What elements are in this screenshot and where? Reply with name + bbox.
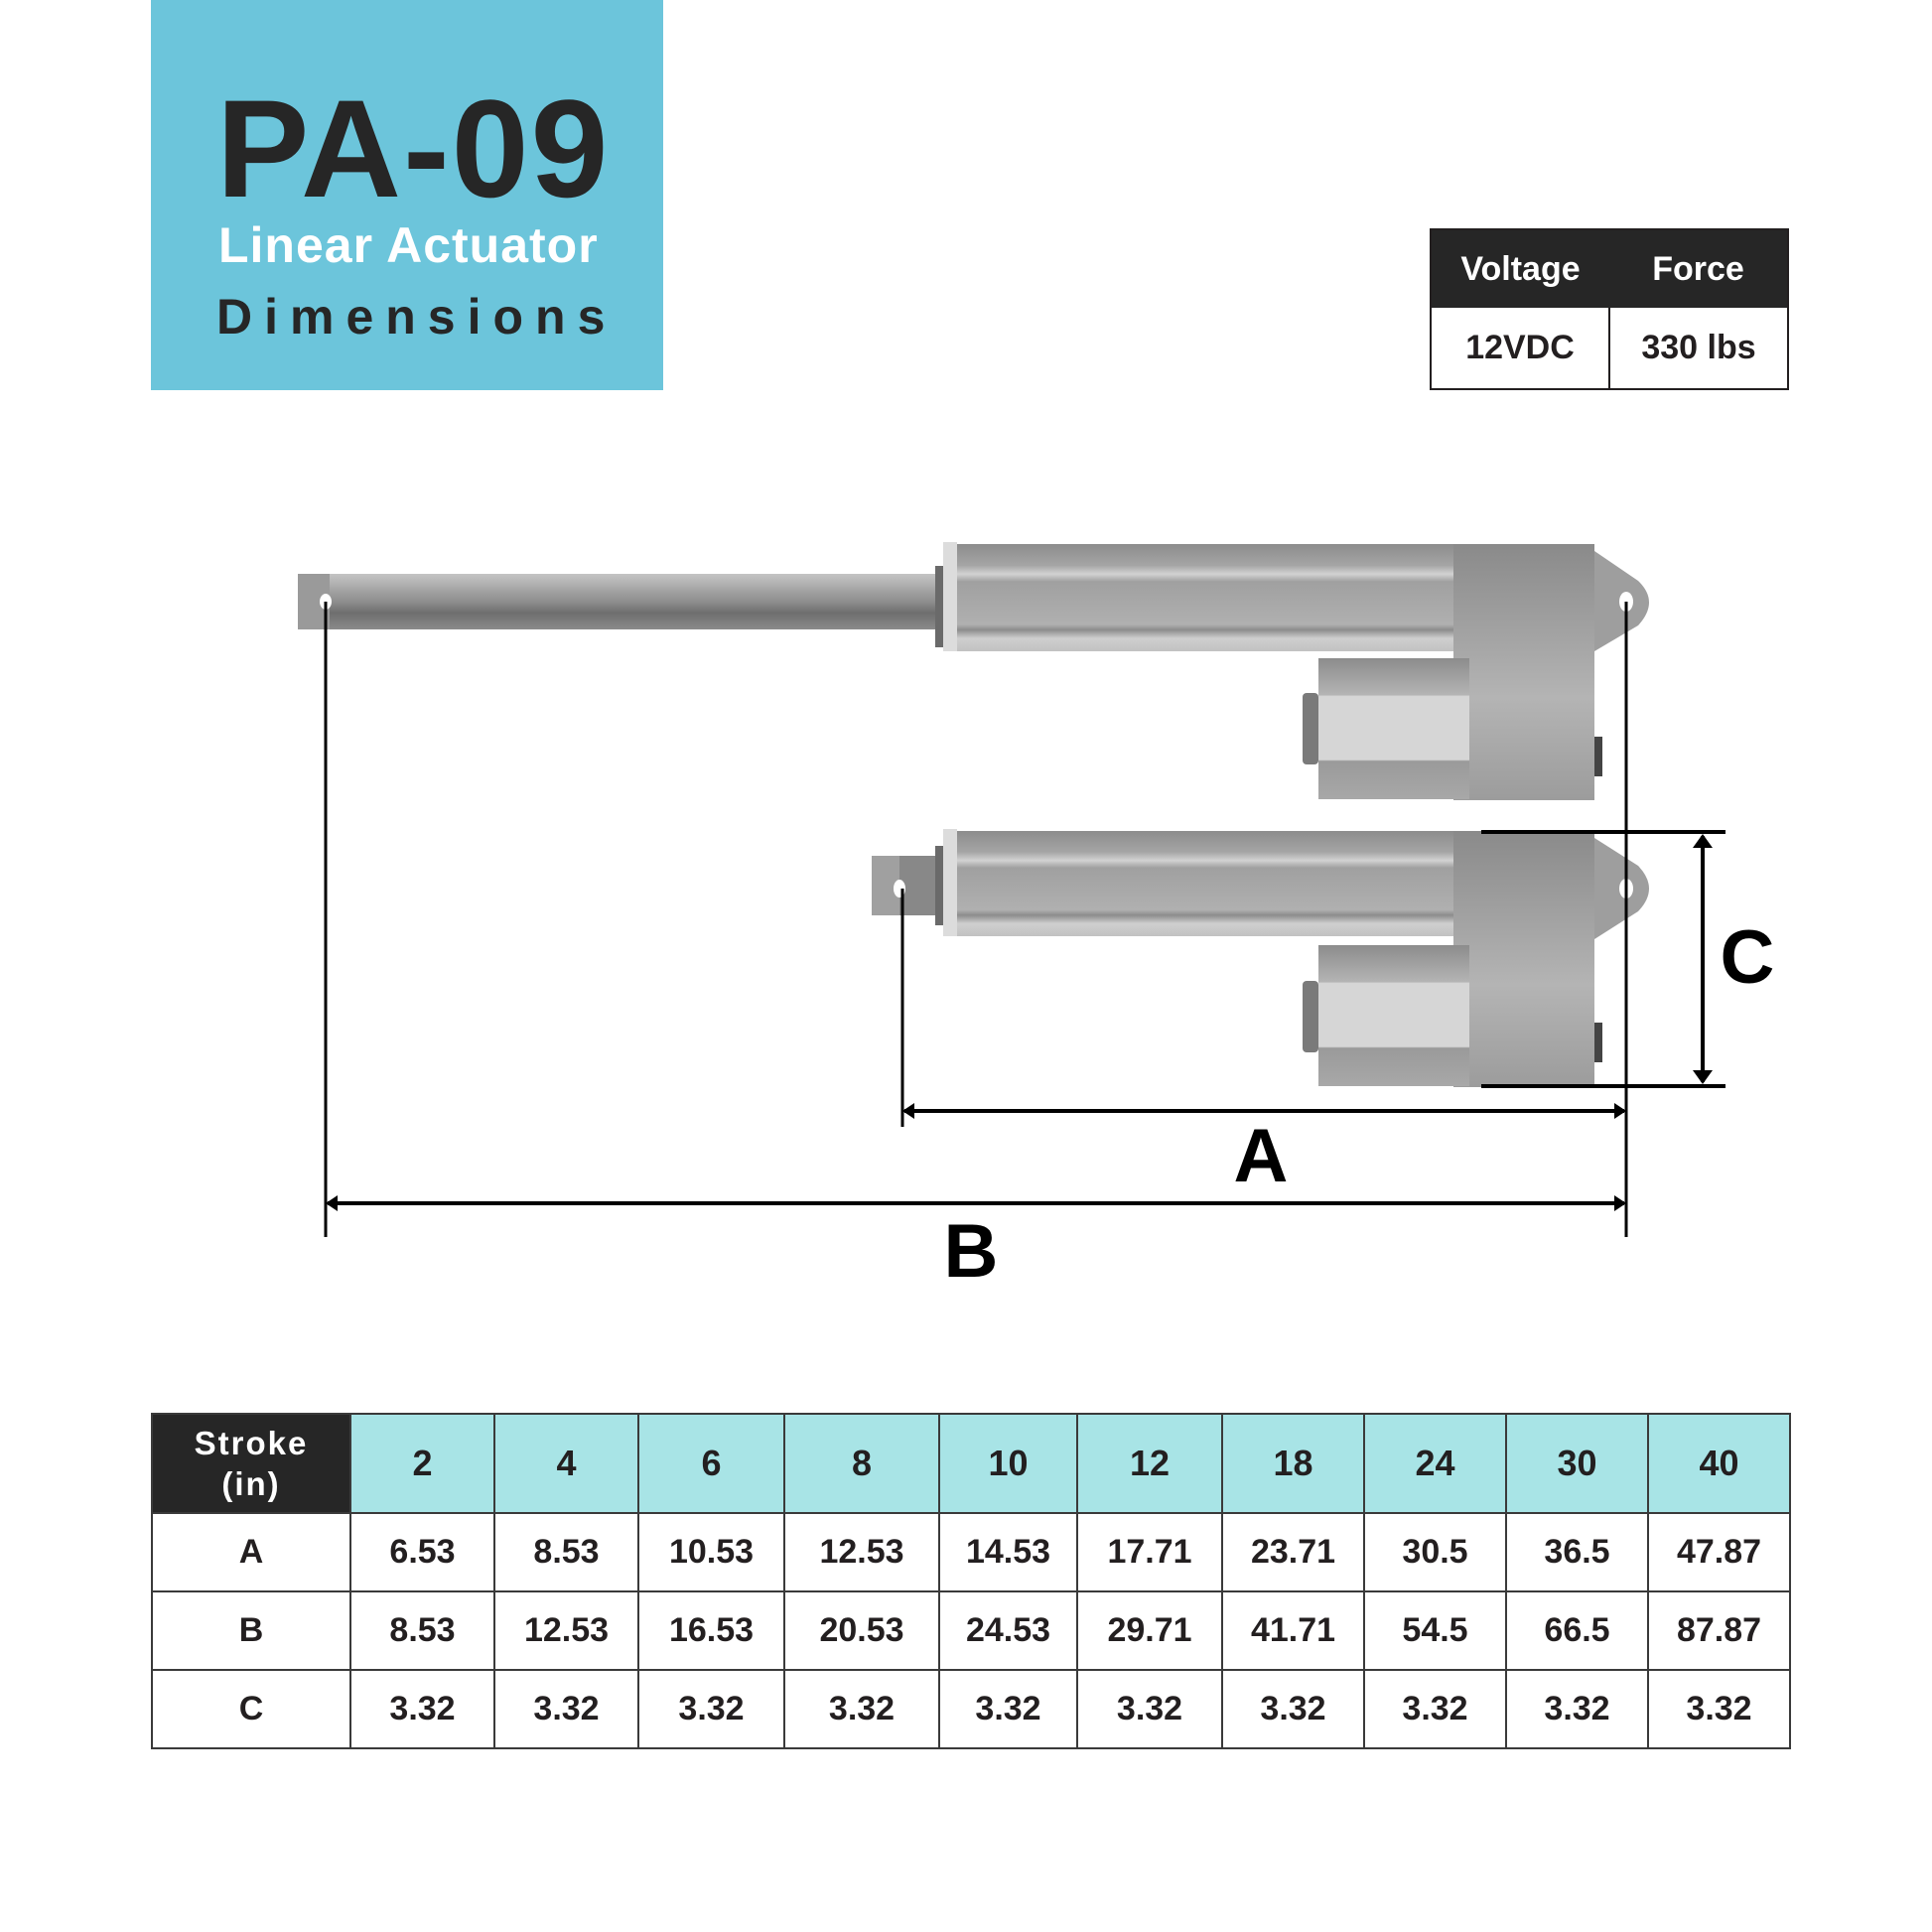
table-cell: 3.32: [350, 1670, 494, 1748]
table-row-b: [152, 1591, 1790, 1670]
stroke-value: 18: [1222, 1414, 1364, 1513]
spec-header-force: Force: [1652, 249, 1744, 288]
dimension-label-b: B: [943, 1209, 999, 1294]
table-cell: 8.53: [350, 1591, 494, 1670]
row-label: B: [152, 1591, 350, 1670]
table-cell: 3.32: [1222, 1670, 1364, 1748]
dimension-label-a: A: [1233, 1114, 1289, 1198]
table-cell: 3.32: [939, 1670, 1077, 1748]
table-cell: 54.5: [1364, 1591, 1506, 1670]
table-cell: 24.53: [939, 1591, 1077, 1670]
table-cell: 12.53: [494, 1591, 638, 1670]
spec-header-voltage: Voltage: [1460, 249, 1581, 288]
stroke-unit: (in): [221, 1465, 281, 1502]
table-cell: 12.53: [784, 1513, 939, 1591]
table-cell: 29.71: [1077, 1591, 1222, 1670]
table-cell: 3.32: [1506, 1670, 1648, 1748]
dimension-table: [151, 1413, 1791, 1749]
table-cell: 66.5: [1506, 1591, 1648, 1670]
table-cell: 20.53: [784, 1591, 939, 1670]
subtitle-linear-actuator: Linear Actuator: [218, 217, 599, 273]
row-label: A: [152, 1513, 350, 1591]
table-cell: 10.53: [638, 1513, 784, 1591]
stroke-value: 6: [638, 1414, 784, 1513]
stroke-value: 2: [350, 1414, 494, 1513]
row-label: C: [152, 1670, 350, 1748]
stroke-label: Stroke: [194, 1424, 309, 1461]
stroke-value: 12: [1077, 1414, 1222, 1513]
stroke-value: 30: [1506, 1414, 1648, 1513]
table-cell: 6.53: [350, 1513, 494, 1591]
table-cell: 47.87: [1648, 1513, 1790, 1591]
table-cell: 3.32: [784, 1670, 939, 1748]
table-cell: 3.32: [638, 1670, 784, 1748]
table-cell: 8.53: [494, 1513, 638, 1591]
stroke-value: 40: [1648, 1414, 1790, 1513]
stroke-value: 10: [939, 1414, 1077, 1513]
dimension-label-c: C: [1720, 915, 1775, 1000]
table-cell: 14.53: [939, 1513, 1077, 1591]
table-cell: 30.5: [1364, 1513, 1506, 1591]
spec-value-force: 330 lbs: [1608, 308, 1787, 388]
spec-value-voltage: 12VDC: [1465, 329, 1575, 366]
table-cell: 3.32: [1648, 1670, 1790, 1748]
table-cell: 41.71: [1222, 1591, 1364, 1670]
stroke-header-row: [152, 1414, 1790, 1513]
stroke-value: 8: [784, 1414, 939, 1513]
table-cell: 17.71: [1077, 1513, 1222, 1591]
table-cell: 87.87: [1648, 1591, 1790, 1670]
table-cell: 3.32: [494, 1670, 638, 1748]
table-cell: 3.32: [1077, 1670, 1222, 1748]
stroke-label-cell: [152, 1414, 350, 1513]
stroke-value: 24: [1364, 1414, 1506, 1513]
table-row-a: [152, 1513, 1790, 1591]
model-title: PA-09: [216, 70, 611, 226]
stroke-value: 4: [494, 1414, 638, 1513]
table-row-c: [152, 1670, 1790, 1748]
actuator-retracted: [872, 829, 1649, 1087]
table-cell: 16.53: [638, 1591, 784, 1670]
subtitle-dimensions: Dimensions: [216, 289, 618, 345]
table-cell: 36.5: [1506, 1513, 1648, 1591]
table-cell: 23.71: [1222, 1513, 1364, 1591]
table-cell: 3.32: [1364, 1670, 1506, 1748]
actuator-extended: [298, 542, 1649, 800]
